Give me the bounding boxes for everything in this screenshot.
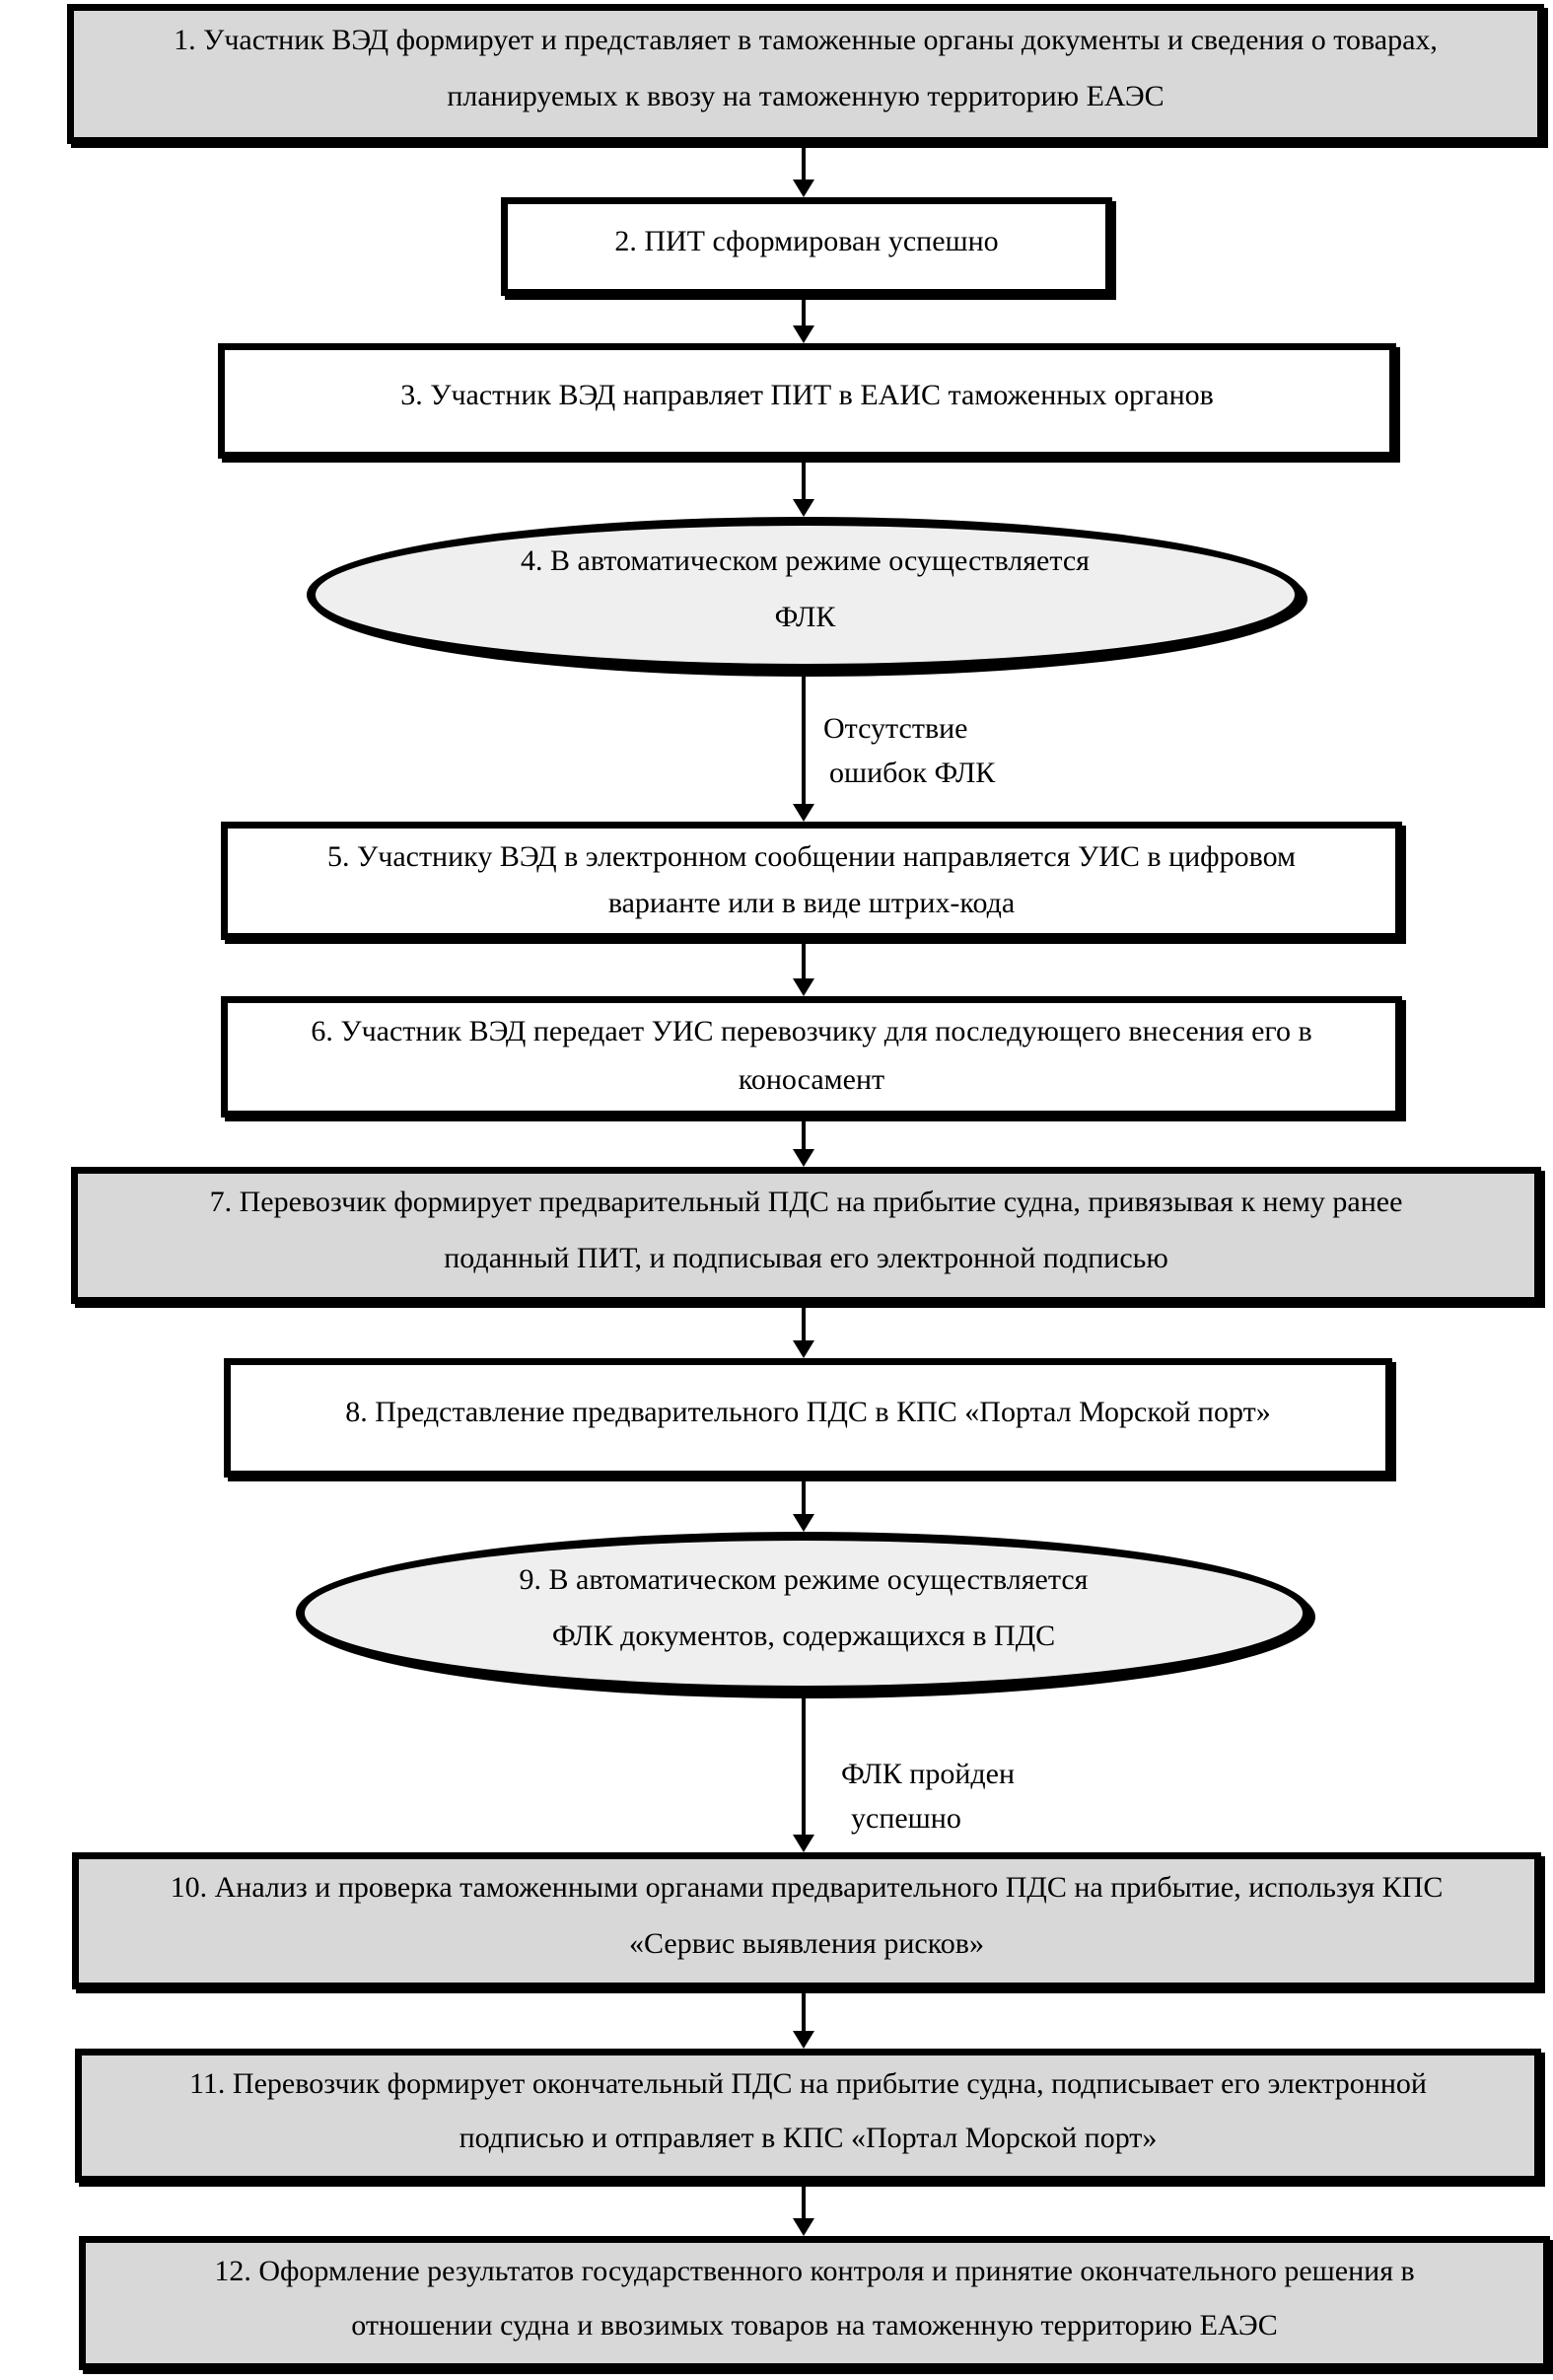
flow-arrow-4-5 [802, 673, 806, 810]
step-8-box [224, 1358, 1392, 1478]
flow-arrow-9-10 [802, 1695, 806, 1840]
step-1-text-line-2: планируемых к ввозу на таможенную территорию ЕАЭС [447, 80, 1165, 112]
step-10-text-line-1: 10. Анализ и проверка таможенными органами предварительного ПДС на прибытие, используя КПС [170, 1871, 1444, 1904]
step-3-box [218, 343, 1396, 459]
step-8-text-line-1: 8. Представление предварительного ПДС в КПС «Портал Морской порт» [345, 1396, 1271, 1428]
step-9-text-line-2: ФЛК документов, содержащихся в ПДС [551, 1619, 1056, 1652]
step-11-box [75, 2049, 1541, 2183]
step-11-text-line-1: 11. Перевозчик формирует окончательный ПДС на прибытие судна, подписывает его электронной [189, 2067, 1427, 2100]
step-6-text-line-2: коносамент [738, 1062, 885, 1096]
edge-label-flk-passed [841, 1752, 1015, 1840]
step-4-text-line-1: 4. В автоматическом режиме осуществляется [521, 544, 1090, 577]
arrow-head [793, 804, 814, 822]
step-4-text-line-2: ФЛК [774, 601, 836, 633]
arrow-head [793, 978, 814, 996]
step-1-text-line-1: 1. Участник ВЭД формирует и представляет в таможенные органы документы и сведения о товарах, [174, 24, 1438, 56]
step-7-box [71, 1167, 1541, 1304]
arrow-head [793, 2031, 814, 2049]
arrow-head [793, 499, 814, 517]
flow-arrow-3-4 [802, 459, 806, 505]
arrow-head [793, 1835, 814, 1852]
step-12-text-line-2: отношении судна и ввозимых товаров на таможенную территорию ЕАЭС [351, 2309, 1278, 2342]
step-6-text-line-1: 6. Участник ВЭД передает УИС перевозчику для последующего внесения его в [311, 1015, 1312, 1047]
step-7-text-line-2: поданный ПИТ, и подписывая его электронной подписью [444, 1241, 1168, 1274]
edge-label-no-flk-errors [823, 706, 995, 795]
flow-arrow-10-11 [802, 1989, 806, 2037]
arrow-head [793, 1340, 814, 1358]
arrow-head [793, 1514, 814, 1532]
step-7-text-line-1: 7. Перевозчик формирует предварительный ПДС на прибытие судна, привязывая к нему ранее [209, 1186, 1403, 1218]
step-5-text-line-1: 5. Участнику ВЭД в электронном сообщении направляется УИС в цифровом [326, 840, 1296, 873]
step-5-box [221, 822, 1402, 940]
step-10-box [72, 1852, 1541, 1989]
step-12-box [79, 2236, 1550, 2370]
edge-label-line: ошибок ФЛК [829, 757, 996, 789]
step-6-box [221, 996, 1402, 1118]
arrow-head [793, 325, 814, 343]
step-2-box [501, 197, 1112, 296]
step-1-box [67, 4, 1544, 144]
step-4-ellipse [307, 517, 1304, 673]
edge-label-line: успешно [851, 1802, 961, 1835]
step-11-text-line-2: подписью и отправляет в КПС «Портал Морской порт» [459, 2122, 1158, 2154]
step-3-text-line-1: 3. Участник ВЭД направляет ПИТ в ЕАИС таможенных органов [400, 379, 1214, 411]
arrow-head [793, 180, 814, 197]
arrow-head [793, 2218, 814, 2236]
edge-label-line: Отсутствие [823, 712, 968, 745]
step-9-text-line-1: 9. В автоматическом режиме осуществляется [519, 1562, 1089, 1596]
arrow-head [793, 1149, 814, 1167]
step-5-text-line-2: варианте или в виде штрих-кода [607, 887, 1016, 919]
step-12-text-line-1: 12. Оформление результатов государственного контроля и принятие окончательного решения в [214, 2255, 1415, 2287]
step-2-text-line-1: 2. ПИТ сформирован успешно [614, 224, 999, 257]
step-10-text-line-2: «Сервис выявления рисков» [629, 1926, 984, 1960]
edge-label-line: ФЛК пройден [841, 1758, 1016, 1790]
step-9-ellipse [296, 1532, 1311, 1695]
